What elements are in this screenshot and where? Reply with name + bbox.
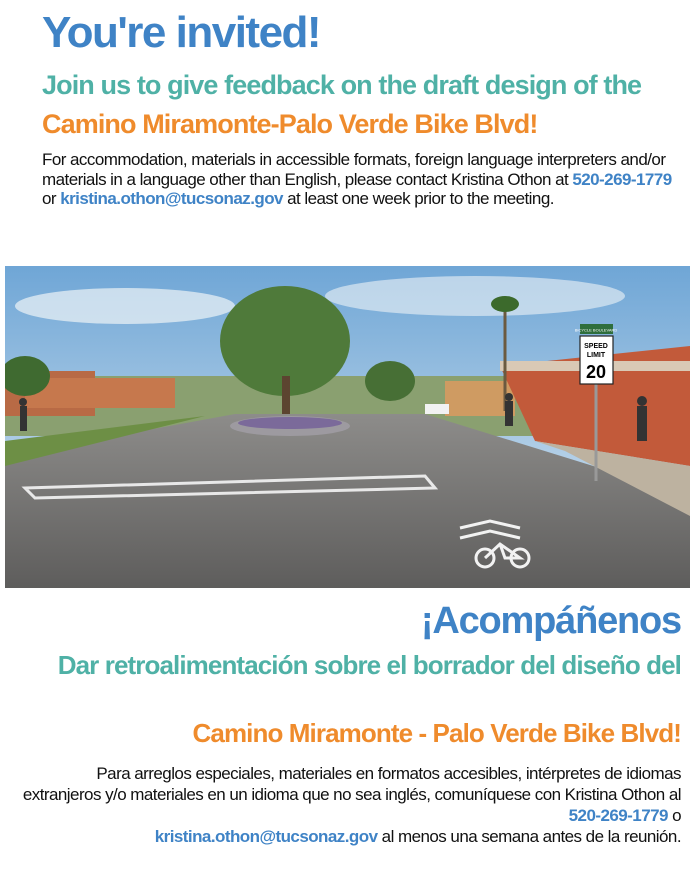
body-text: at least one week prior to the meeting.: [282, 189, 554, 208]
phone-link[interactable]: 520-269-1779: [568, 806, 668, 825]
sign-bike-blvd-text: BICYCLE BOULEVARD: [574, 327, 618, 333]
body-text: Para arreglos especiales, materiales en formatos accesibles, intérpretes de idiomas extranjeros y/o materiales en un idioma que no sea inglés, comuníquese con Kristina Othon al: [22, 764, 681, 804]
subtitle-text: Join us to give feedback on the draft design of the: [42, 70, 642, 100]
body-text: For accommodation, materials in accessible formats, foreign language interpreters and/or materials in a language other than English, please contact Kristina Othon at: [42, 150, 666, 189]
phone-link[interactable]: 520-269-1779: [572, 169, 672, 189]
sign-speed-text: SPEED: [584, 343, 608, 350]
sign-value-text: 20: [585, 362, 607, 382]
invitation-subtitle: [42, 66, 695, 144]
accommodation-text: [42, 150, 682, 209]
spanish-accommodation-text: [21, 763, 681, 847]
invitation-title: You're invited!: [42, 8, 321, 57]
email-link[interactable]: kristina.othon@tucsonaz.gov: [154, 827, 378, 846]
email-link[interactable]: kristina.othon@tucsonaz.gov: [60, 189, 283, 208]
spanish-title: ¡Acompáñenos: [420, 600, 681, 642]
body-text: al menos una semana antes de la reunión.: [377, 827, 681, 846]
spanish-subtitle: Dar retroalimentación sobre el borrador del diseño del: [57, 650, 681, 680]
body-text: or: [42, 189, 61, 208]
speed-limit-sign: [575, 324, 618, 384]
project-name: Camino Miramonte-Palo Verde Bike Blvd!: [42, 109, 538, 139]
body-text: o: [667, 806, 681, 825]
sign-limit-text: LIMIT: [586, 352, 606, 359]
street-rendering-photo: [5, 266, 690, 588]
spanish-project-name: Camino Miramonte - Palo Verde Bike Blvd!: [192, 718, 681, 748]
